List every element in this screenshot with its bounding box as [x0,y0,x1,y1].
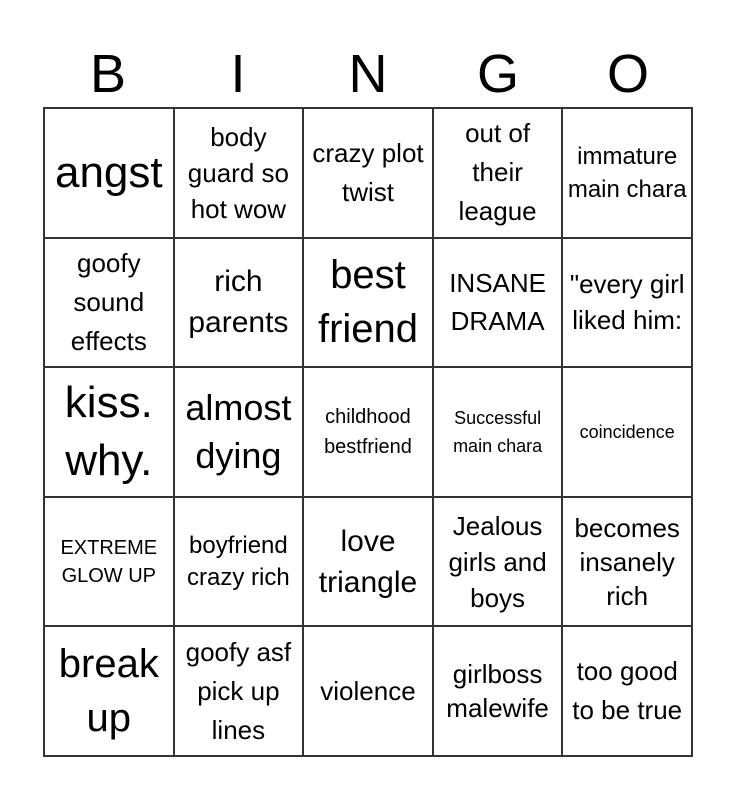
bingo-card [43,107,693,757]
header-letter-b: B [89,44,127,104]
bingo-cell[interactable] [562,238,692,368]
cell-text: Successful main chara [453,407,543,456]
bingo-cell[interactable] [174,367,304,497]
bingo-cell[interactable] [44,626,174,756]
cell-text: violence [320,676,416,707]
bingo-cell[interactable] [303,108,433,238]
cell-text: out of their league [458,118,537,227]
cell-text: childhood bestfriend [324,405,412,458]
bingo-cell[interactable] [174,497,304,627]
bingo-cell[interactable] [303,626,433,756]
cell-text: becomes insanely rich [574,512,680,611]
header-letter-i: I [230,44,246,104]
cell-text: "every girl liked him: [569,269,685,336]
header-letter-n: N [348,44,388,104]
bingo-cell[interactable] [174,108,304,238]
bingo-cell[interactable] [174,626,304,756]
bingo-cell[interactable] [562,626,692,756]
cell-text: break up [58,642,159,741]
cell-text: goofy sound effects [70,247,147,356]
cell-text: girlboss malewife [446,659,549,724]
cell-text: immature main chara [567,142,687,203]
bingo-cell[interactable] [303,497,433,627]
cell-text: best friend [317,253,419,352]
bingo-cell[interactable] [433,626,563,756]
bingo-cell[interactable] [44,367,174,497]
bingo-cell[interactable] [562,497,692,627]
cell-text: crazy plot twist [312,137,424,207]
bingo-cell[interactable] [44,497,174,627]
cell-text: INSANE DRAMA [449,268,546,337]
cell-text: EXTREME GLOW UP [60,536,158,587]
cell-text: too good to be true [572,656,683,726]
cell-text: rich parents [188,265,289,340]
bingo-cell[interactable] [303,367,433,497]
cell-text: coincidence [579,421,675,442]
cell-text: goofy asf pick up lines [185,636,292,745]
bingo-cell[interactable] [433,238,563,368]
cell-text: kiss. why. [64,377,153,485]
bingo-cell[interactable] [562,367,692,497]
bingo-header [43,42,693,106]
bingo-cell[interactable] [44,108,174,238]
bingo-cell[interactable] [562,108,692,238]
cell-text: love triangle [318,524,418,599]
bingo-cell[interactable] [433,108,563,238]
cell-text: angst [54,147,163,197]
bingo-cell[interactable] [433,367,563,497]
bingo-cell[interactable] [174,238,304,368]
bingo-cell[interactable] [44,238,174,368]
cell-text: boyfriend crazy rich [187,531,290,591]
cell-text: almost dying [185,386,292,476]
bingo-cell[interactable] [433,497,563,627]
header-letter-g: G [476,44,519,104]
bingo-cell[interactable] [303,238,433,368]
header-letter-o: O [606,44,649,104]
cell-text: body guard so hot wow [187,121,289,224]
cell-text: Jealous girls and boys [448,510,547,613]
